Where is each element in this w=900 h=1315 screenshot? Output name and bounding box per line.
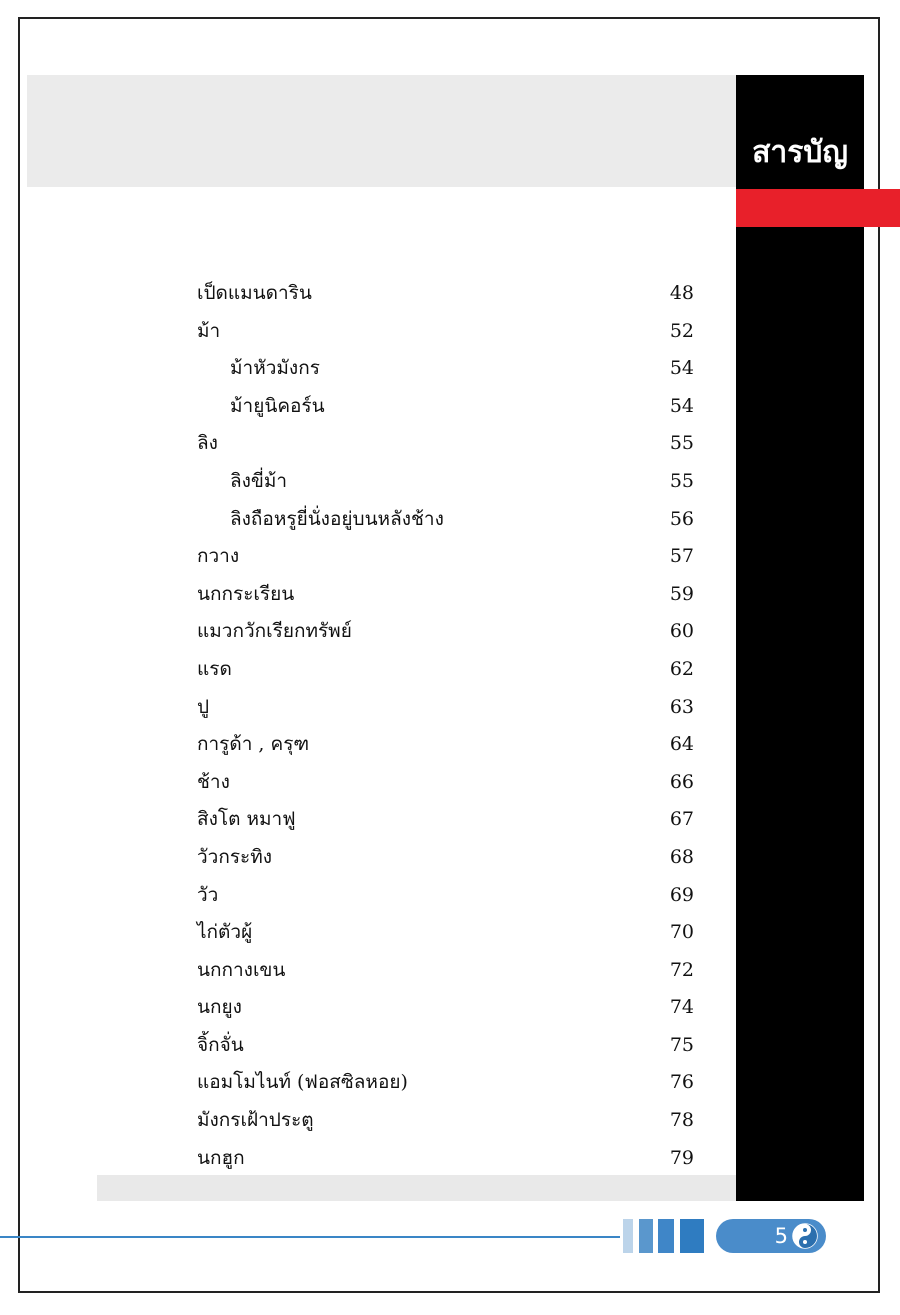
toc-entry-label: ลิงขี่ม้า [230,469,288,492]
bottom-band [97,1175,736,1201]
toc-entry-label: การูด้า , ครุฑ [197,733,310,756]
toc-entry-label: ช้าง [197,770,230,793]
toc-entry-page: 62 [669,657,694,680]
toc-entry-label: ปู [197,695,210,718]
toc-entry [197,1102,697,1140]
page-number: 5 [774,1224,788,1248]
toc-entry-page: 59 [669,582,694,605]
toc-entry [197,350,697,388]
toc-entry [197,538,697,576]
footer-block [623,1219,633,1253]
toc-entry-label: ม้าหัวมังกร [230,357,320,380]
footer-rule [0,1236,620,1238]
toc-entry-page: 69 [669,883,694,906]
toc-entry-page: 79 [669,1146,694,1169]
toc-entry [197,275,697,313]
toc-entry-label: นกกระเรียน [197,582,295,605]
table-of-contents [197,275,697,1177]
toc-entry [197,463,697,501]
yin-yang-icon [792,1223,818,1249]
toc-entry [197,801,697,839]
toc-entry-label: ไก่ตัวผู้ [197,921,253,944]
toc-entry [197,425,697,463]
toc-entry-page: 75 [669,1033,694,1056]
toc-entry-page: 57 [669,545,694,568]
toc-entry-page: 60 [669,620,694,643]
toc-entry-label: กวาง [197,545,240,568]
toc-entry-label: เป็ดแมนดาริน [197,282,312,304]
toc-entry [197,1027,697,1065]
toc-entry-page: 67 [669,808,694,831]
side-column [736,75,864,1201]
toc-entry-label: สิงโต หมาฟู [197,808,296,831]
toc-entry [197,726,697,764]
toc-entry-page: 55 [669,432,694,455]
toc-entry-page: 52 [669,319,694,342]
toc-entry-label: แอมโมไนท์ (ฟอสซิลหอย) [197,1071,408,1094]
toc-entry-page: 74 [669,996,694,1019]
toc-entry-page: 78 [669,1109,694,1132]
toc-entry-page: 76 [669,1071,694,1094]
toc-entry [197,877,697,915]
toc-entry-label: แมวกวักเรียกทรัพย์ [197,620,352,643]
toc-entry-label: นกฮูก [197,1146,245,1169]
toc-entry [197,651,697,689]
toc-entry-page: 55 [669,469,694,492]
toc-entry-label: นกยูง [197,996,242,1019]
toc-entry-page: 54 [669,394,694,417]
toc-entry-page: 63 [669,695,694,718]
toc-entry-label: ม้า [197,319,221,342]
toc-entry [197,914,697,952]
toc-entry-label: วัว [197,883,219,906]
toc-entry-label: นกกางเขน [197,958,286,981]
footer-block [680,1219,704,1253]
toc-entry-label: ม้ายูนิคอร์น [230,394,325,417]
toc-entry-label: จิ้กจั่น [197,1033,244,1056]
toc-entry-page: 70 [669,921,694,944]
toc-entry-page: 68 [669,845,694,868]
toc-entry-label: ลิงถือหรูยี่นั่งอยู่บนหลังช้าง [230,507,444,530]
toc-entry [197,1064,697,1102]
page-title: สารบัญ [752,135,848,170]
toc-entry [197,839,697,877]
toc-entry [197,989,697,1027]
toc-entry-page: 48 [669,282,694,304]
toc-entry [197,501,697,539]
toc-entry [197,689,697,727]
toc-entry-page: 64 [669,733,694,756]
toc-entry [197,576,697,614]
toc-entry [197,952,697,990]
footer-block [658,1219,674,1253]
toc-entry-page: 66 [669,770,694,793]
toc-entry-page: 56 [669,507,694,530]
header-band [27,75,736,187]
toc-entry-label: ลิง [197,432,218,455]
toc-entry [197,613,697,651]
toc-entry-label: มังกรเฝ้าประตู [197,1109,314,1132]
toc-entry [197,313,697,351]
toc-entry [197,388,697,426]
red-accent-bar [736,189,900,227]
toc-entry-page: 54 [669,357,694,380]
toc-entry-label: แรด [197,657,232,680]
toc-entry [197,1140,697,1178]
toc-entry-page: 72 [669,958,694,981]
toc-entry-label: วัวกระทิง [197,845,273,868]
toc-entry [197,764,697,802]
footer-block [639,1219,653,1253]
